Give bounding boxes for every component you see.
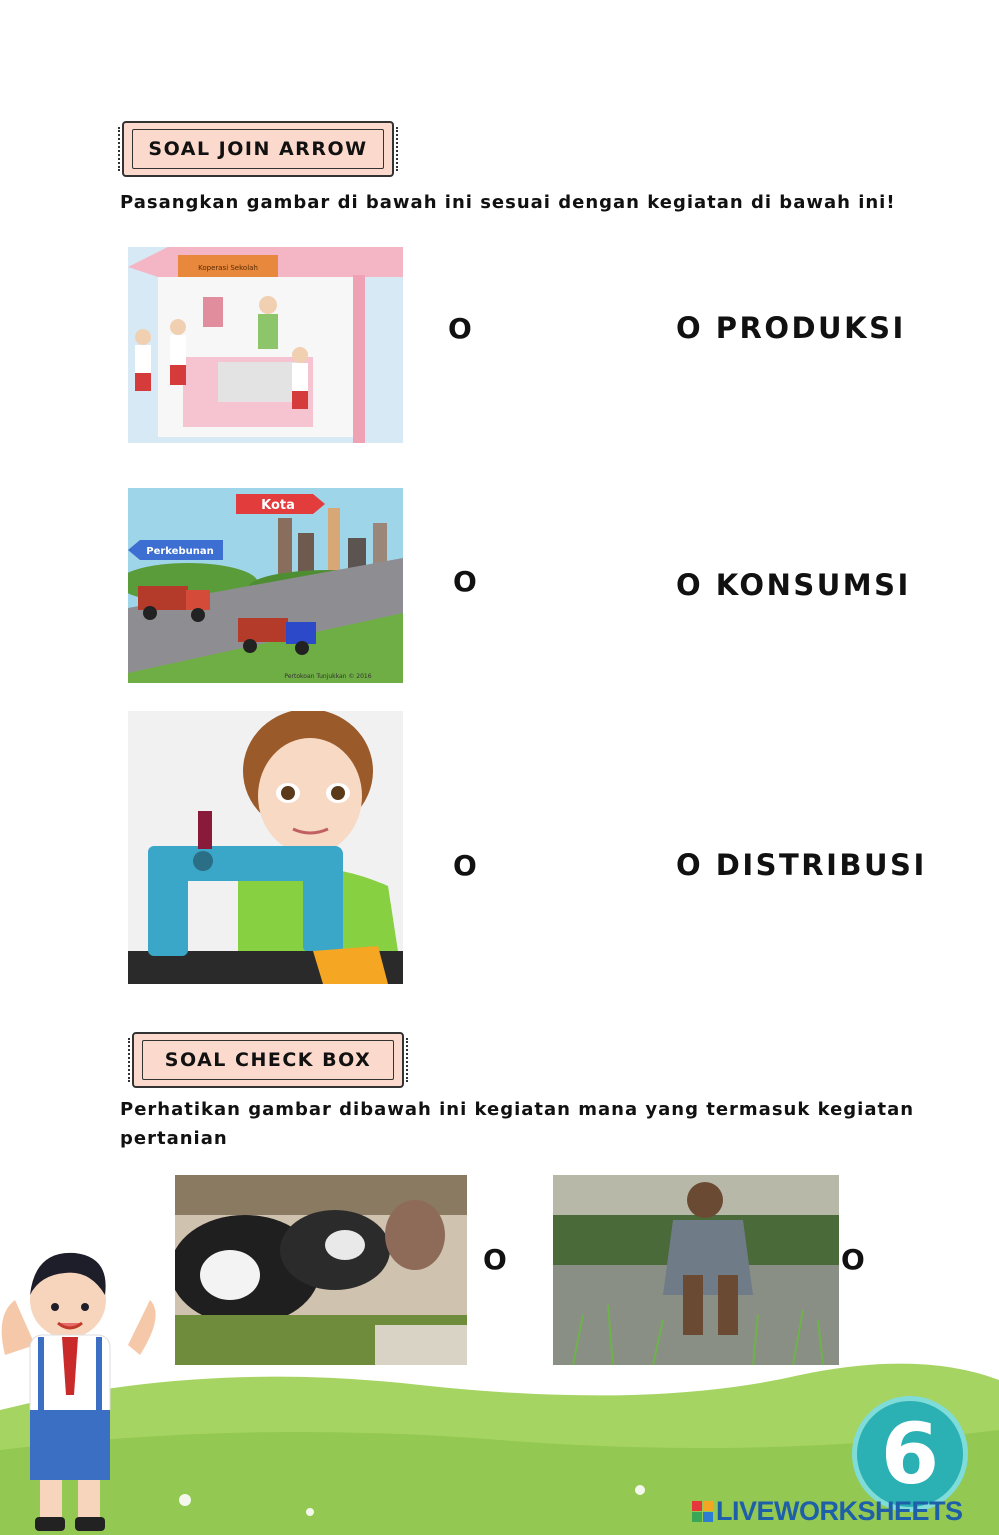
match-dot-2[interactable]: O bbox=[453, 565, 477, 598]
match-dot-3[interactable]: O bbox=[453, 849, 477, 882]
cooperative-sign: Koperasi Sekolah bbox=[198, 264, 258, 272]
brand-text: LIVEWORKSHEETS bbox=[716, 1496, 963, 1526]
boy-illustration bbox=[0, 1245, 170, 1535]
match-dot-1[interactable]: O bbox=[448, 312, 472, 345]
sign-kota: Kota bbox=[261, 498, 295, 513]
section1-badge bbox=[122, 121, 394, 177]
cooperative-image bbox=[128, 247, 403, 443]
check-dot-cows[interactable]: O bbox=[483, 1243, 507, 1276]
cow-image bbox=[175, 1175, 467, 1365]
liveworksheets-brand[interactable] bbox=[692, 1496, 963, 1527]
sign-perkebunan: Perkebunan bbox=[146, 546, 214, 557]
check-dot-farmer[interactable]: O bbox=[841, 1243, 865, 1276]
section2-badge bbox=[132, 1032, 404, 1088]
option-distribusi[interactable]: O DISTRIBUSI bbox=[676, 848, 927, 882]
section2-badge-label: SOAL CHECK BOX bbox=[142, 1040, 394, 1080]
section2-instruction-line2: pertanian bbox=[120, 1128, 228, 1149]
distribution-image bbox=[128, 488, 403, 683]
farmer-image bbox=[553, 1175, 839, 1365]
sewing-image bbox=[128, 711, 403, 984]
grade-number: 6 bbox=[880, 1405, 940, 1503]
liveworksheets-logo-icon bbox=[692, 1501, 713, 1522]
option-produksi[interactable]: O PRODUKSI bbox=[676, 311, 906, 345]
grade-badge bbox=[852, 1396, 968, 1512]
section2-instruction-line1: Perhatikan gambar dibawah ini kegiatan mana yang termasuk kegiatan bbox=[120, 1099, 915, 1120]
section1-badge-label: SOAL JOIN ARROW bbox=[132, 129, 384, 169]
option-konsumsi[interactable]: O KONSUMSI bbox=[676, 568, 911, 602]
section1-instruction: Pasangkan gambar di bawah ini sesuai dengan kegiatan di bawah ini! bbox=[120, 192, 896, 213]
image-credit: Pertokoan Tunjukkan © 2016 bbox=[284, 673, 372, 680]
